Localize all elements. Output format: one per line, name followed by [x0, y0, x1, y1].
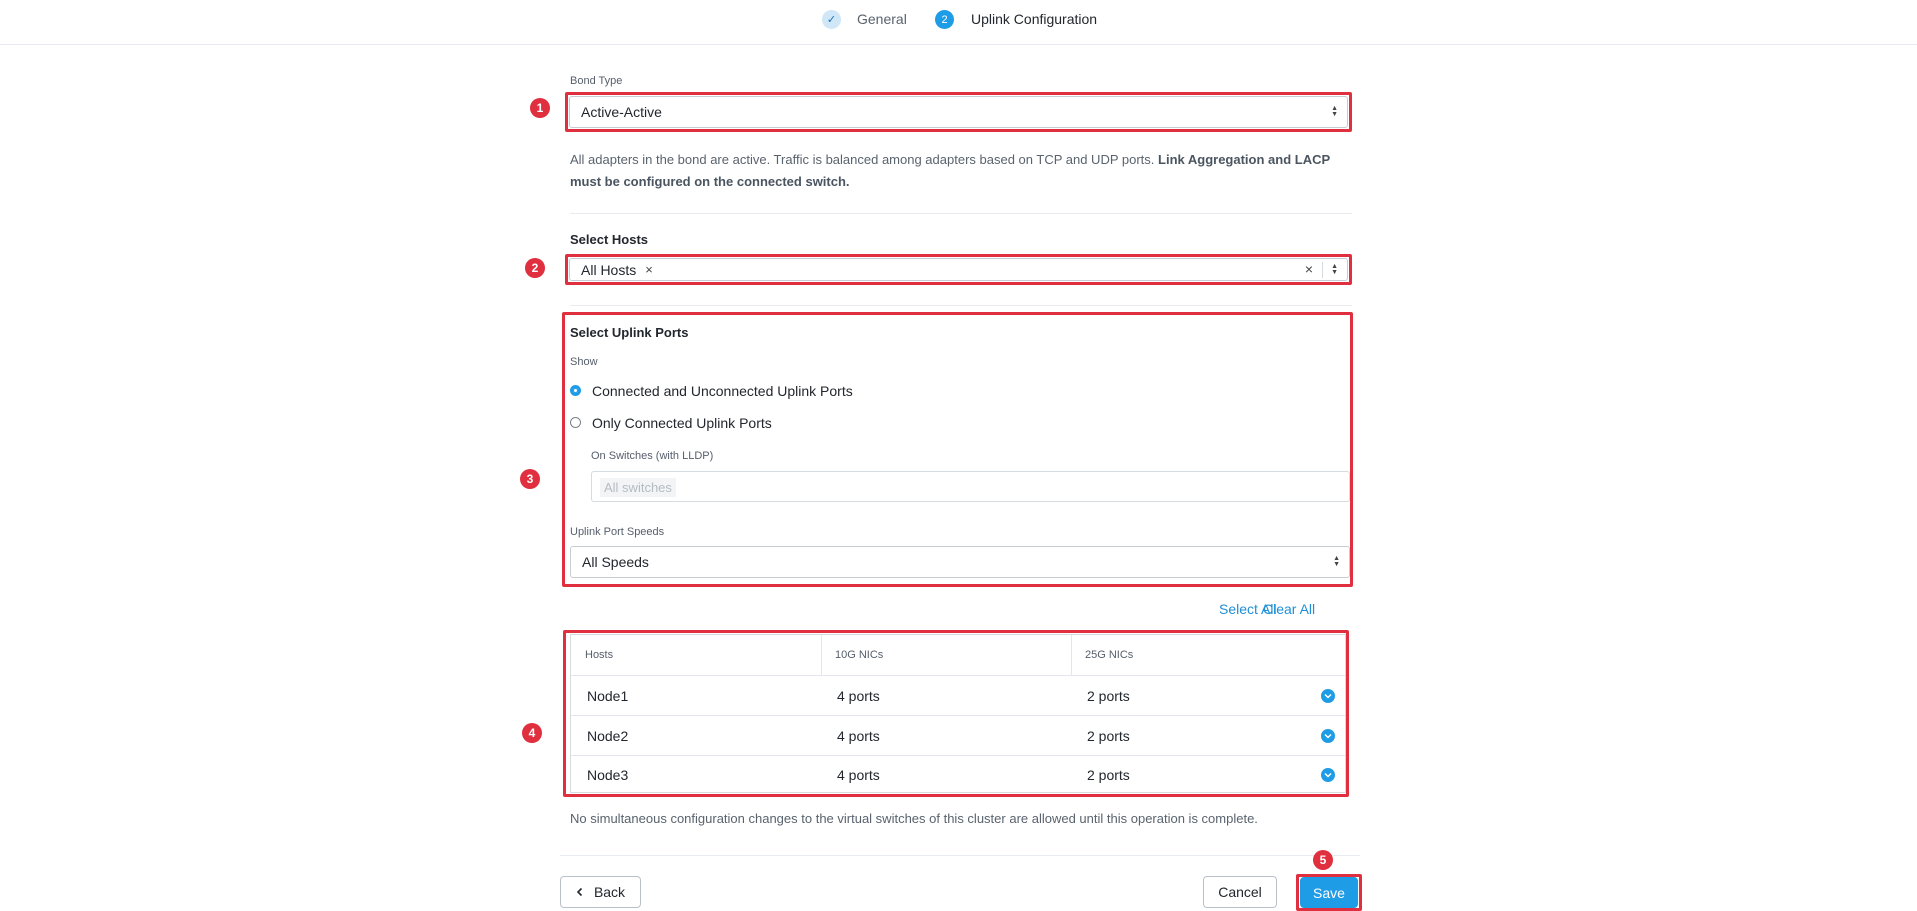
divider	[570, 305, 1352, 306]
table-row[interactable]	[571, 675, 1345, 715]
back-button[interactable]	[560, 876, 641, 908]
chevron-down-icon[interactable]	[1321, 729, 1335, 743]
step-complete-check-icon: ✓	[822, 10, 841, 29]
select-uplink-ports-title: Select Uplink Ports	[570, 325, 689, 340]
table-header-hosts: Hosts	[585, 649, 614, 661]
table-header-25g-nics: 25G NICs	[1085, 649, 1134, 661]
select-updown-icon: ▲ ▼	[1331, 105, 1338, 118]
cell-host: Node2	[587, 727, 629, 744]
bond-type-label: Bond Type	[570, 75, 623, 87]
chip-remove-icon[interactable]: ×	[645, 262, 653, 277]
radio-connected-and-unconnected[interactable]	[570, 385, 581, 396]
table-row[interactable]	[571, 755, 1345, 794]
cell-25g-nics: 2 ports	[1087, 687, 1130, 704]
show-label: Show	[570, 356, 598, 368]
select-all-link[interactable]: Select All	[1219, 601, 1277, 617]
table-header-10g-nics: 10G NICs	[835, 649, 884, 661]
cell-25g-nics: 2 ports	[1087, 727, 1130, 744]
annotation-badge-1: 1	[530, 98, 550, 118]
host-chip-label: All Hosts	[581, 261, 637, 278]
select-updown-icon: ▲ ▼	[1333, 555, 1340, 568]
bond-type-value: Active-Active	[581, 104, 662, 120]
bond-type-description	[570, 149, 1352, 193]
step-general[interactable]: General	[857, 11, 907, 27]
cell-25g-nics: 2 ports	[1087, 767, 1130, 783]
chevron-left-icon	[576, 887, 584, 897]
uplink-port-speeds-select[interactable]	[570, 546, 1350, 578]
table-row[interactable]	[571, 715, 1345, 755]
chevron-down-icon[interactable]	[1321, 768, 1335, 782]
cancel-button[interactable]: Cancel	[1203, 876, 1277, 908]
select-updown-icon: ▲ ▼	[1331, 262, 1338, 276]
step-uplink-configuration[interactable]: Uplink Configuration	[971, 11, 1098, 27]
chevron-down-icon[interactable]	[1321, 689, 1335, 703]
hosts-table	[570, 634, 1346, 793]
cell-host: Node1	[587, 687, 629, 704]
bond-type-description-text: All adapters in the bond are active. Traffic is balanced among adapters based on TCP and UDP ports.	[570, 152, 1159, 167]
divider	[570, 213, 1352, 214]
uplink-port-speeds-value: All Speeds	[582, 554, 649, 570]
annotation-badge-3: 3	[520, 469, 540, 489]
step-number-badge: 2	[935, 10, 954, 29]
uplink-port-speeds-label: Uplink Port Speeds	[570, 526, 665, 538]
back-button-label: Back	[593, 884, 626, 900]
switches-label: On Switches (with LLDP)	[591, 450, 714, 462]
switches-multiselect-disabled	[591, 471, 1350, 502]
host-chip-all-hosts	[581, 262, 653, 278]
wizard-step-bar	[0, 0, 1917, 45]
operation-notice: No simultaneous configuration changes to the virtual switches of this cluster are allowed until this operation is complete.	[570, 811, 1258, 826]
cell-host: Node3	[587, 767, 629, 783]
clear-all-link[interactable]: Clear All	[1263, 601, 1316, 617]
annotation-badge-4: 4	[522, 723, 542, 743]
radio-label-only-connected[interactable]: Only Connected Uplink Ports	[592, 415, 772, 431]
annotation-badge-5: 5	[1313, 850, 1333, 870]
switches-placeholder: All switches	[600, 478, 676, 497]
annotation-badge-2: 2	[525, 258, 545, 278]
cell-10g-nics: 4 ports	[837, 687, 880, 704]
radio-only-connected[interactable]	[570, 417, 581, 428]
select-hosts-multiselect[interactable]	[569, 258, 1348, 281]
save-button[interactable]: Save	[1300, 877, 1358, 908]
radio-label-connected-and-unconnected[interactable]: Connected and Unconnected Uplink Ports	[592, 383, 853, 399]
divider	[560, 855, 1360, 856]
clear-selection-icon[interactable]: ×	[1304, 261, 1313, 277]
bond-type-description-warning: Link Aggregation and LACP must be configured on the connected switch.	[570, 152, 1330, 189]
bond-type-select[interactable]	[569, 96, 1348, 128]
select-hosts-title: Select Hosts	[570, 232, 649, 247]
table-header-row	[571, 635, 1345, 675]
cell-10g-nics: 4 ports	[837, 767, 880, 783]
cell-10g-nics: 4 ports	[837, 727, 880, 744]
select-separator	[1322, 262, 1323, 278]
